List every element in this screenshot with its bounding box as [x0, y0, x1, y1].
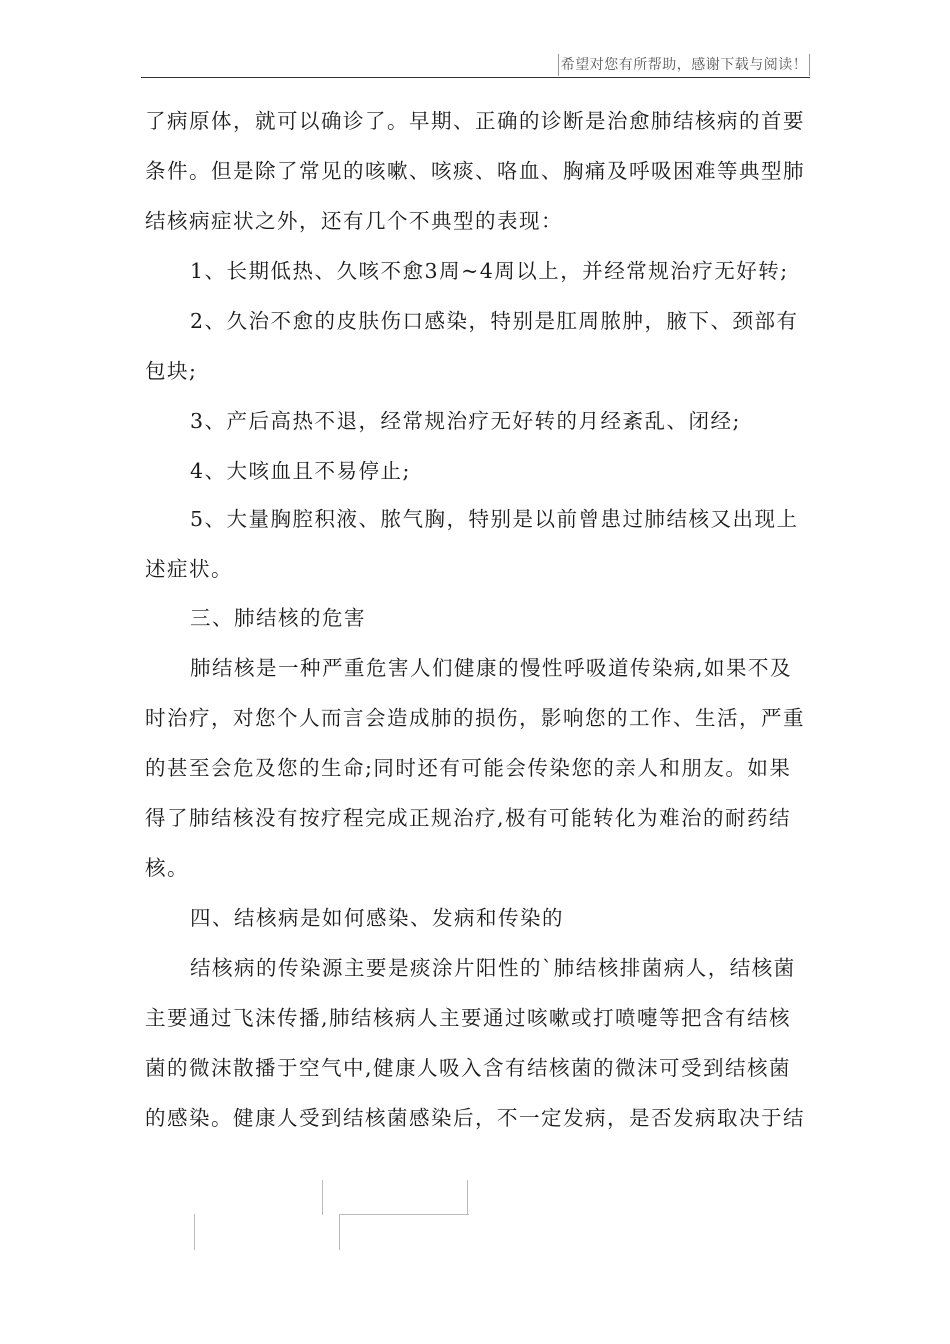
text-line: 三、肺结核的危害 — [190, 606, 366, 630]
header-tagline: 希望对您有所帮助，感谢下载与阅读！ — [558, 54, 810, 76]
text-line: 1、长期低热、久咳不愈3周~4周以上，并经常规治疗无好转; — [190, 259, 789, 283]
text-line: 述症状。 — [145, 557, 233, 581]
text-line: 的甚至会危及您的生命;同时还有可能会传染您的亲人和朋友。如果 — [145, 756, 792, 780]
frame-line — [194, 1214, 195, 1250]
frame-line — [339, 1214, 340, 1250]
frame-line — [339, 1214, 469, 1215]
text-line: 5、大量胸腔积液、脓气胸，特别是以前曾患过肺结核又出现上 — [190, 507, 799, 531]
text-line: 4、大咳血且不易停止; — [190, 459, 411, 483]
text-line: 得了肺结核没有按疗程完成正规治疗,极有可能转化为难治的耐药结 — [145, 806, 792, 830]
text-line: 核。 — [145, 856, 189, 880]
text-line: 肺结核是一种严重危害人们健康的慢性呼吸道传染病,如果不及 — [190, 656, 793, 680]
text-line: 条件。但是除了常见的咳嗽、咳痰、咯血、胸痛及呼吸困难等典型肺 — [145, 159, 805, 183]
text-line: 时治疗，对您个人而言会造成肺的损伤，影响您的工作、生活，严重 — [145, 706, 805, 730]
frame-line — [322, 1180, 323, 1215]
text-line: 的感染。健康人受到结核菌感染后，不一定发病，是否发病取决于结 — [145, 1106, 805, 1130]
text-line: 包块; — [145, 359, 198, 383]
text-line: 2、久治不愈的皮肤伤口感染，特别是肛周脓肿，腋下、颈部有 — [190, 309, 799, 333]
text-line: 结核病的传染源主要是痰涂片阳性的`肺结核排菌病人，结核菌 — [190, 956, 796, 980]
text-line: 四、结核病是如何感染、发病和传染的 — [190, 906, 564, 930]
frame-line — [467, 1180, 468, 1215]
text-line: 3、产后高热不退，经常规治疗无好转的月经紊乱、闭经; — [190, 409, 741, 433]
text-line: 主要通过飞沫传播,肺结核病人主要通过咳嗽或打喷嚏等把含有结核 — [145, 1006, 792, 1030]
text-line: 结核病症状之外，还有几个不典型的表现： — [145, 209, 563, 233]
header-rule — [141, 77, 810, 78]
text-line: 菌的微沫散播于空气中,健康人吸入含有结核菌的微沫可受到结核菌 — [145, 1056, 792, 1080]
text-line: 了病原体，就可以确诊了。早期、正确的诊断是治愈肺结核病的首要 — [145, 109, 805, 133]
